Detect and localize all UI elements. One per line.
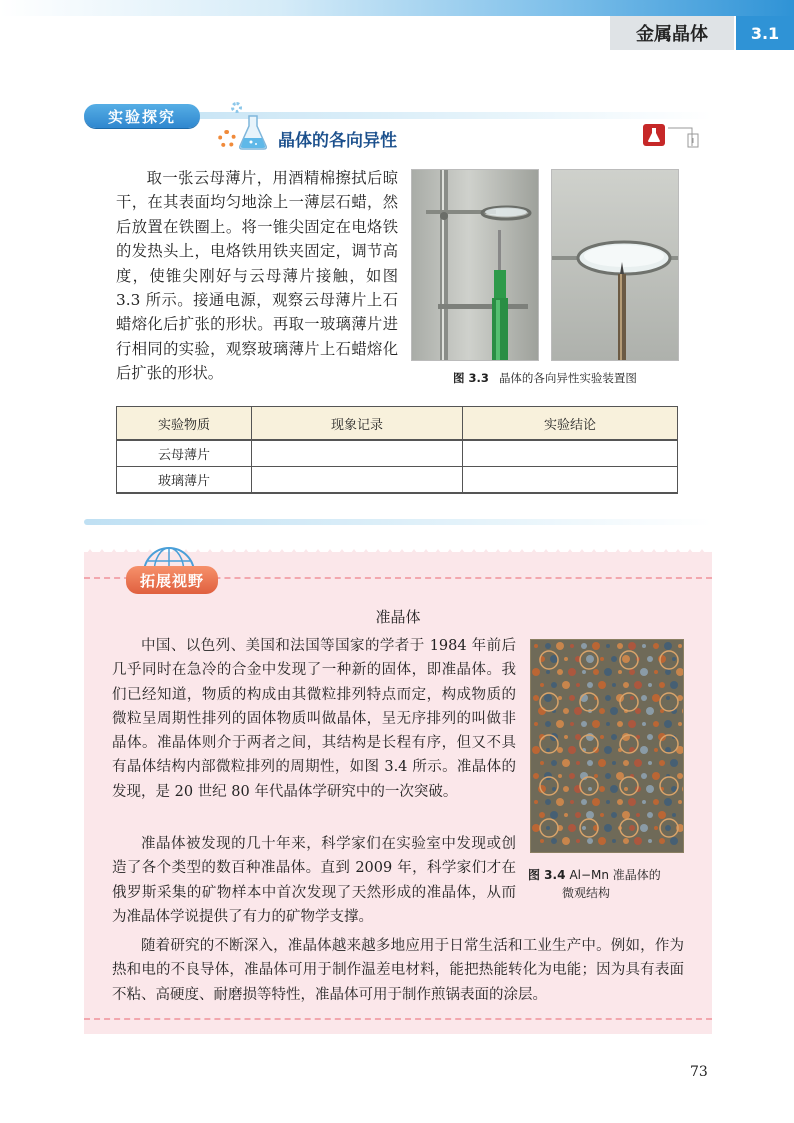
figure-3-3-caption [411,370,679,386]
figure-label: 图 3.3 [453,371,489,385]
extension-paragraph-1: 中国、以色列、美国和法国等国家的学者于 1984 年前后几乎同时在急冷的合金中发现了一种新的固体，即准晶体。我们已经知道，物质的构成由其微粒排列特点而定，构成物质的微粒呈周期性排列的固体物质叫做晶体，呈无序排列的叫做非晶体。准晶体则介于两者之间，其结构是长程有序，但又不具有晶体结构内部微粒排列的周期性，如图 3.4 所示。准晶体的发现，是 20 世纪 80 年代晶体学研究中的一次突破。 [112,638,516,800]
table-header: 实验物质 [117,407,252,441]
section-divider [84,519,712,525]
apparatus-photo-full [411,169,539,361]
table-cell: 玻璃薄片 [117,467,252,494]
dashed-border-bottom [84,1018,712,1020]
table-row [117,440,678,467]
figure-caption-line1: Al−Mn 准晶体的 [569,868,661,882]
table-cell [463,467,678,494]
lab-flask-icon [643,124,665,146]
table-cell [463,440,678,467]
apparatus-photo-closeup [551,169,679,361]
extension-badge: 拓展视野 [126,566,218,594]
experiment-record-table [116,406,678,494]
extension-paragraph-3: 随着研究的不断深入，准晶体越来越多地应用于日常生活和工业生产中。例如，作为热和电的不良导体，准晶体可用于制作温差电材料，能把热能转化为电能；因为具有表面不粘、高硬度、耐磨损等特性，准晶体可用于制作煎锅表面的涂层。 [112,938,684,1003]
extension-paragraph-2: 准晶体被发现的几十年来，科学家们在实验室中发现或创造了各个类型的数百种准晶体。直到 2009 年，科学家们才在俄罗斯采集的矿物样本中首次发现了天然形成的准晶体，从而为准晶体学说提供了有力的矿物学支撑。 [112,836,516,925]
table-cell [252,467,463,494]
table-header-row [117,407,678,441]
section-number: 3.1 [736,16,794,50]
figure-3-4-caption [528,866,688,902]
small-gear-icon [231,102,242,113]
table-header: 现象记录 [252,407,463,441]
figure-label: 图 3.4 [528,868,566,882]
extension-title: 准晶体 [375,608,421,626]
flask-icon [238,114,268,150]
table-cell: 云母薄片 [117,440,252,467]
figure-caption: 晶体的各向异性实验装置图 [498,371,637,385]
page-number: 73 [690,1064,708,1080]
table-cell [252,440,463,467]
table-row [117,467,678,494]
table-header: 实验结论 [463,407,678,441]
device-outline-icon [668,126,702,148]
chapter-title: 金属晶体 [610,16,734,50]
quasicrystal-image [530,639,684,853]
gear-icon [218,130,236,148]
header-gradient-band [0,0,794,16]
figure-caption-line2: 微观结构 [562,886,611,900]
experiment-text: 取一张云母薄片，用酒精棉擦拭后晾干，在其表面均匀地涂上一薄层石蜡，然后放置在铁圈上。将一锥尖固定在电烙铁的发热头上，电烙铁用铁夹固定，调节高度，使锥尖刚好与云母薄片接触，如图 3.3 所示。接通电源，观察云母薄片上石蜡熔化后扩张的形状。再取一玻璃薄片进行相同的实验，观察玻璃薄片上石蜡熔化后扩张的形状。 [116,169,398,383]
experiment-title: 晶体的各向异性 [278,131,397,151]
experiment-badge: 实验探究 [84,104,200,128]
